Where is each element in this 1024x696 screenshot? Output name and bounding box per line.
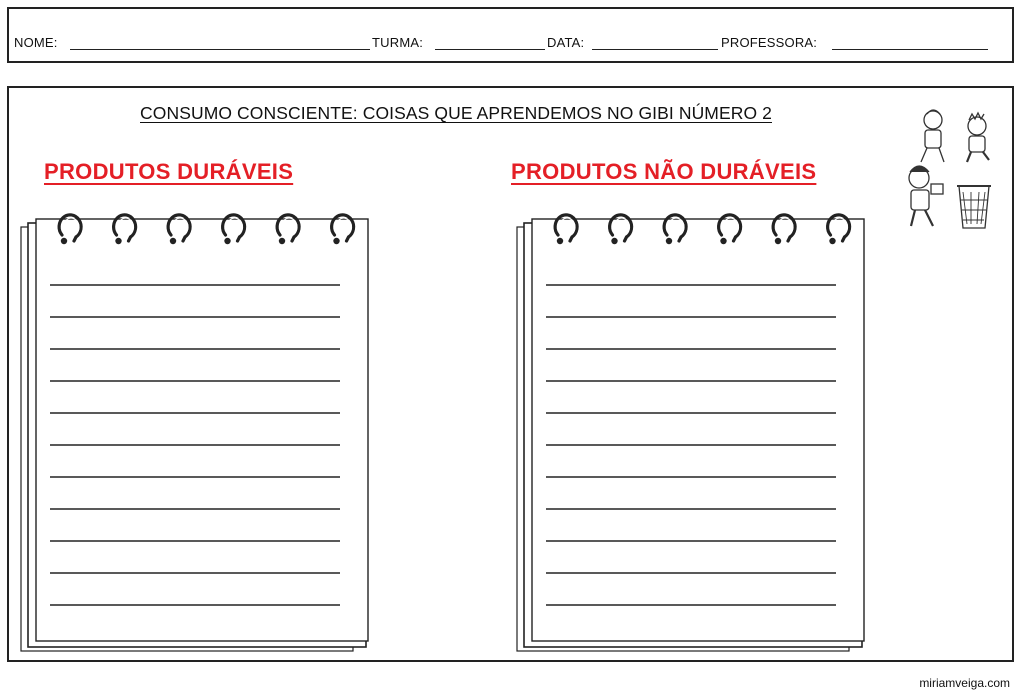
notebook-page xyxy=(36,219,368,641)
notebook-duraveis xyxy=(12,205,382,665)
student-info-box xyxy=(7,7,1014,63)
heading-nao-duraveis: PRODUTOS NÃO DURÁVEIS xyxy=(511,159,817,184)
page-title: CONSUMO CONSCIENTE: COISAS QUE APRENDEMOS NO GIBI NÚMERO 2 xyxy=(140,103,772,123)
notebook-page xyxy=(532,219,864,641)
notebook-nao-duraveis xyxy=(508,205,878,665)
data-label: DATA: xyxy=(547,35,585,50)
nome-label: NOME: xyxy=(14,35,58,50)
site-credit: miriamveiga.com xyxy=(919,676,1010,690)
data-field[interactable] xyxy=(592,49,718,50)
notebook-drawing xyxy=(12,205,382,665)
turma-label: TURMA: xyxy=(372,35,424,50)
cartoon-kids-recycling-bin-illustration xyxy=(905,100,1005,240)
professora-label: PROFESSORA: xyxy=(721,35,818,50)
turma-field[interactable] xyxy=(435,49,545,50)
nome-field[interactable] xyxy=(70,49,370,50)
heading-duraveis: PRODUTOS DURÁVEIS xyxy=(44,159,294,184)
notebook-drawing xyxy=(508,205,878,665)
professora-field[interactable] xyxy=(832,49,988,50)
